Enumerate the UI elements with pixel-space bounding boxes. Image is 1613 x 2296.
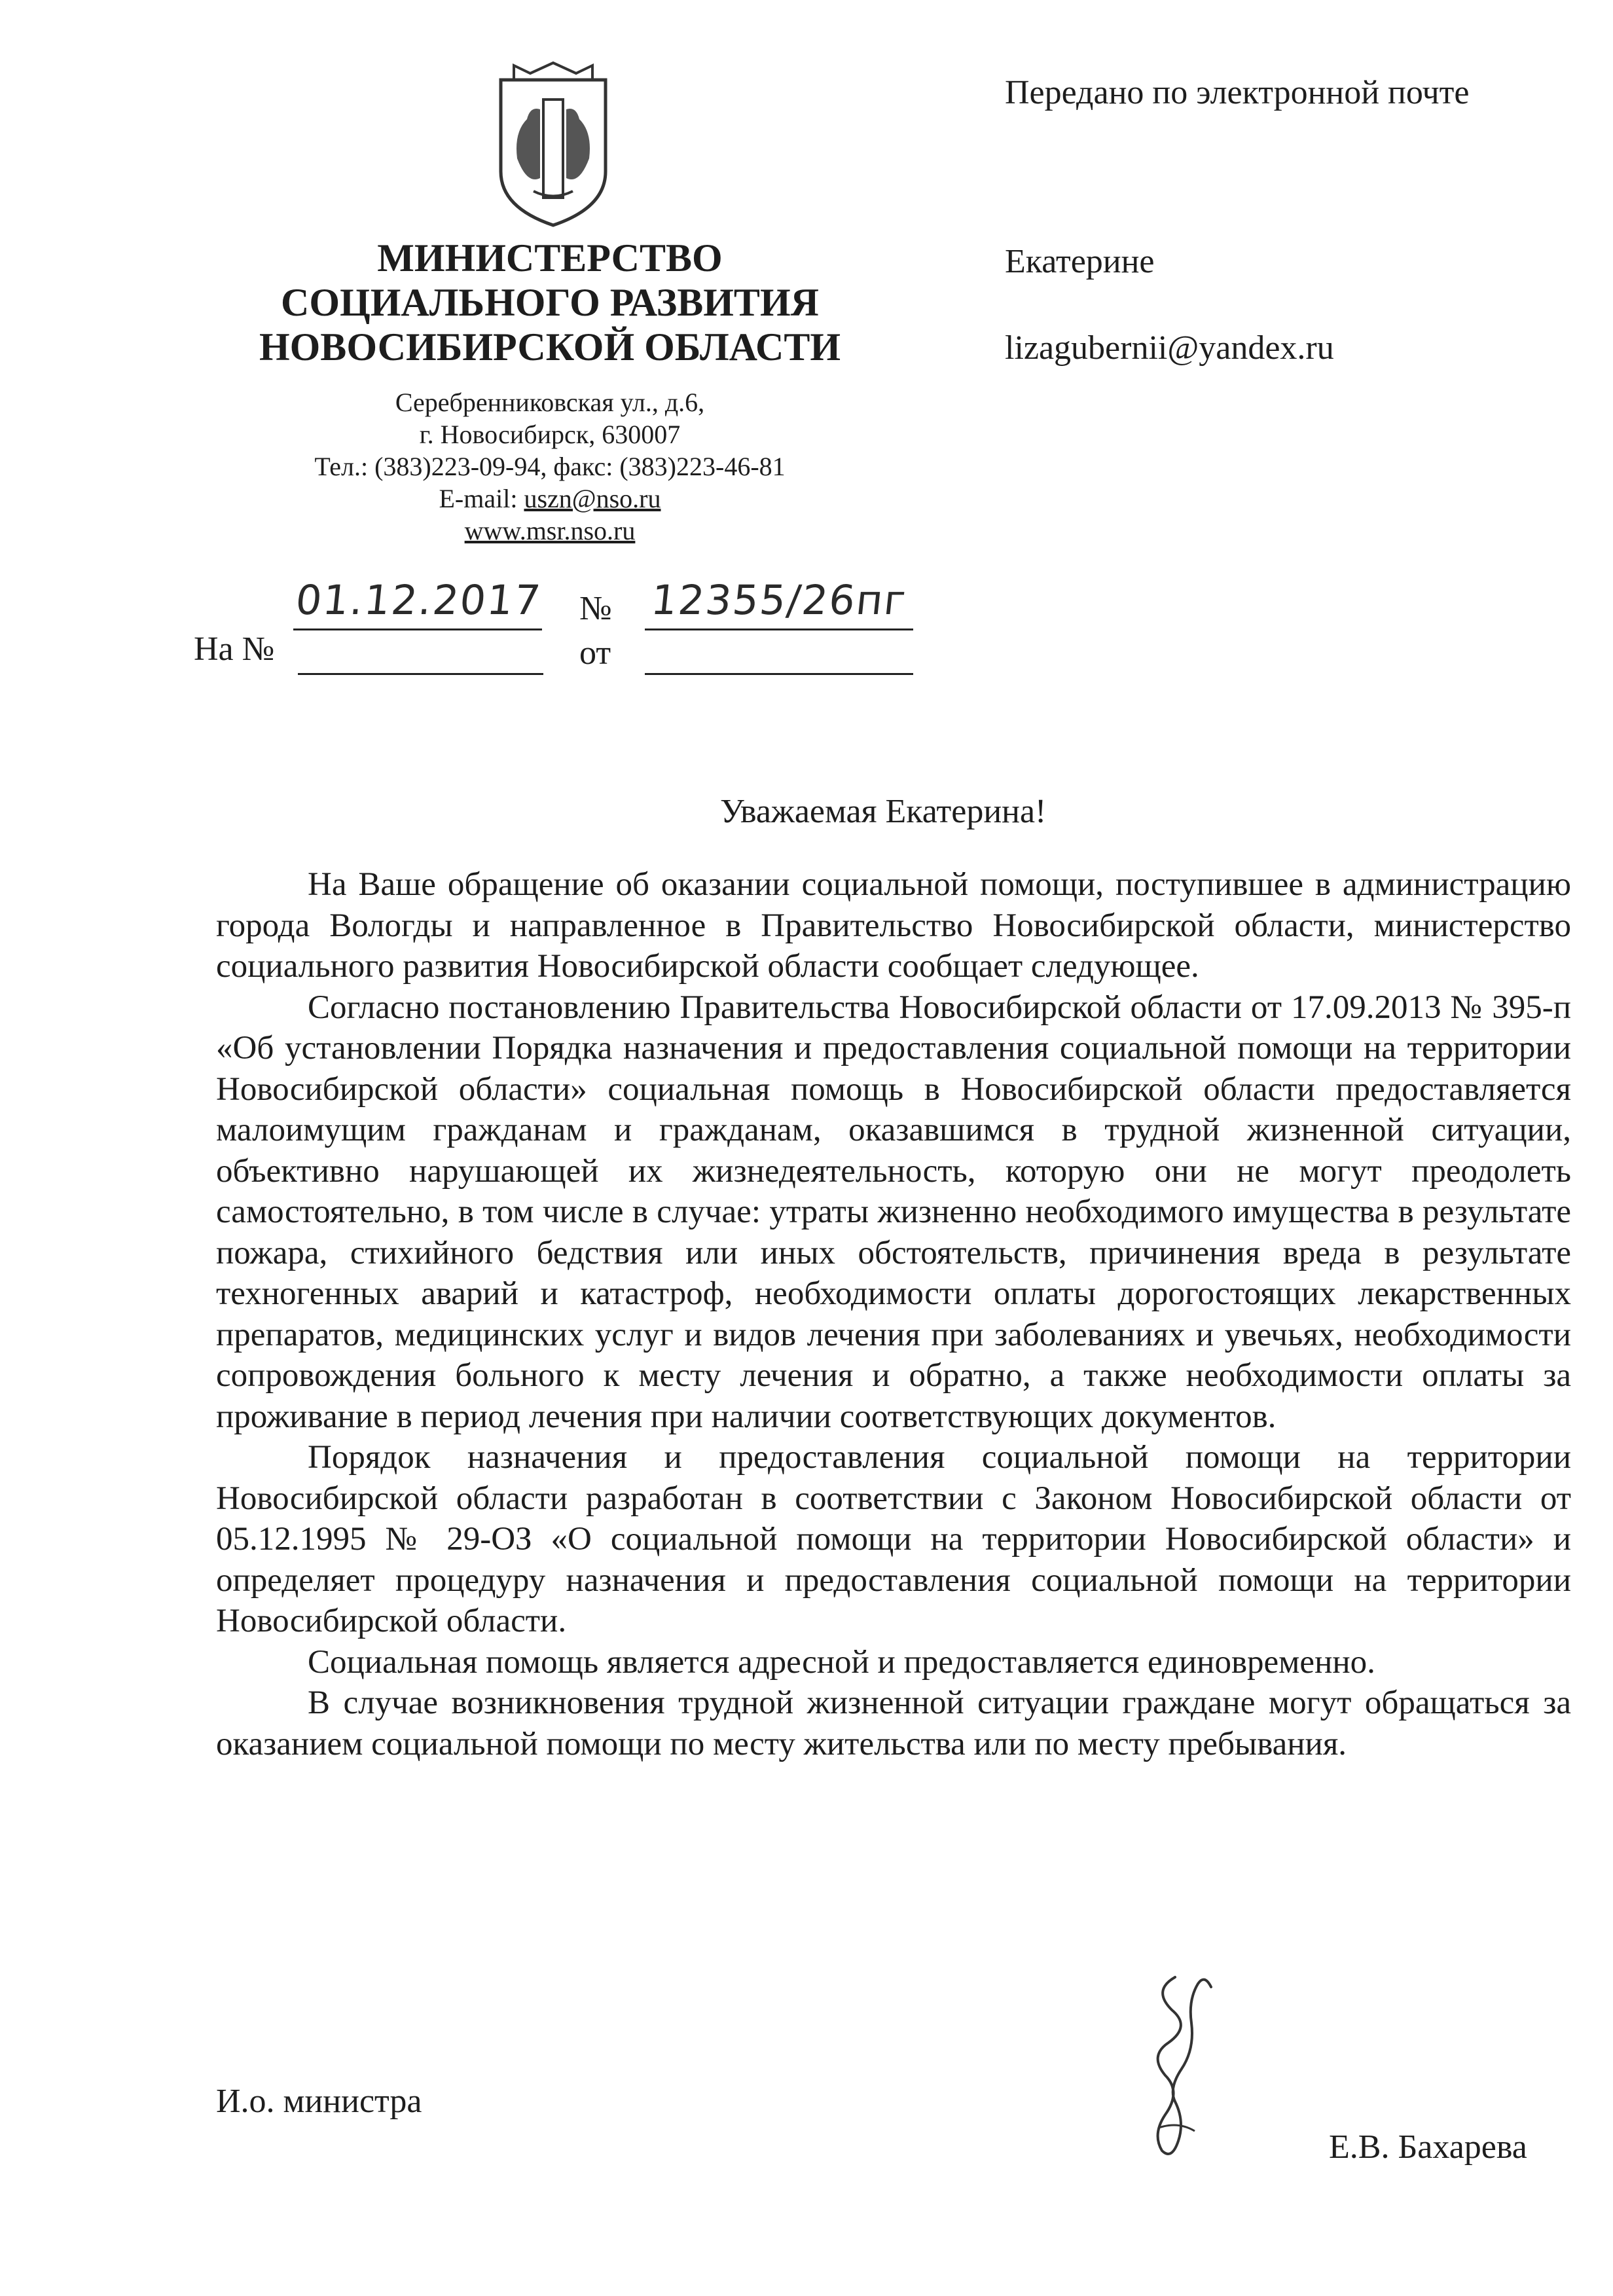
addressee-name: Екатерине (1005, 243, 1155, 280)
letter-paragraph: Порядок назначения и предоставления социальной помощи на территории Новосибирской области разработан в соответствии с Законом Новосибирской области от 05.12.1995 № 29-ОЗ «О социальной помощи на территории Новосибирской области» и определяет процедуру назначения и предоставления социальной помощи на территории Новосибирской области. (216, 1439, 1571, 1639)
letter-paragraph: Согласно постановлению Правительства Новосибирской области от 17.09.2013 № 395-п «Об установлении Порядка назначения и предоставления социальной помощи на территории Новосибирской области» социальная помощь в Новосибирской области предоставляется малоимущим гражданам и гражданам, оказавшимся в трудной жизненной ситуации, объективно нарушающей их жизнедеятельность, которую они не могут преодолеть самостоятельно, в том числе в случае: утраты жизненно необходимого имущества в результате пожара, стихийного бедствия или иных обстоятельств, причинения вреда в результате техногенных аварий и катастроф, необходимости оплаты дорогостоящих лекарственных препаратов, медицинских услуг и видов лечения при заболеваниях и увечьях, необходимости сопровождения больного к месту лечения и обратно, а также необходимости оплаты за проживание в период лечения при наличии соответствующих документов. (216, 989, 1571, 1435)
letter-body (216, 864, 1571, 1764)
outgoing-number-handwritten: 12355/26пг (649, 576, 909, 624)
organization-name-line: НОВОСИБИРСКОЙ ОБЛАСТИ (259, 325, 841, 369)
reply-from-date-line (645, 673, 913, 675)
organization-name-line: СОЦИАЛЬНОГО РАЗВИТИЯ (281, 281, 819, 324)
reply-to-label: На № (194, 630, 275, 668)
handwritten-signature (1113, 1964, 1231, 2160)
organization-name (216, 236, 884, 369)
organization-email-link[interactable]: uszn@nso.ru (524, 484, 661, 513)
signatory-name: Е.В. Бахарева (1329, 2128, 1527, 2166)
phone-fax-line: Тел.: (383)223-09-94, факс: (383)223-46-81 (314, 452, 786, 481)
reply-from-label: от (579, 634, 611, 672)
coat-of-arms-icon (478, 60, 628, 230)
outgoing-date-line (293, 629, 542, 630)
email-label: E-mail: (439, 484, 524, 513)
email-line (216, 483, 884, 515)
letter-greeting: Уважаемая Екатерина! (720, 793, 1047, 830)
reply-to-number-line (298, 673, 543, 675)
city-line: г. Новосибирск, 630007 (419, 420, 681, 449)
address-line: Серебренниковская ул., д.6, (395, 388, 705, 417)
organization-contacts (216, 386, 884, 547)
outgoing-number-sign: № (579, 590, 612, 627)
organization-name-line: МИНИСТЕРСТВО (377, 236, 723, 280)
letter-paragraph: Социальная помощь является адресной и предоставляется единовременно. (308, 1643, 1375, 1681)
organization-website-link[interactable]: www.msr.nso.ru (464, 516, 636, 545)
addressee-email: lizagubernii@yandex.ru (1005, 329, 1334, 367)
letter-paragraph: В случае возникновения трудной жизненной ситуации граждане могут обращаться за оказанием социальной помощи по месту жительства или по месту пребывания. (216, 1685, 1571, 1762)
transmission-note: Передано по электронной почте (1005, 74, 1470, 111)
outgoing-number-line (645, 629, 913, 630)
letter-paragraph: На Ваше обращение об оказании социальной помощи, поступившее в администрацию города Вологды и направленное в Правительство Новосибирской области, министерство социального развития Новосибирской области сообщает следующее. (216, 866, 1571, 985)
signatory-title: И.о. министра (216, 2083, 422, 2120)
outgoing-date-handwritten: 01.12.2017 (293, 576, 544, 624)
